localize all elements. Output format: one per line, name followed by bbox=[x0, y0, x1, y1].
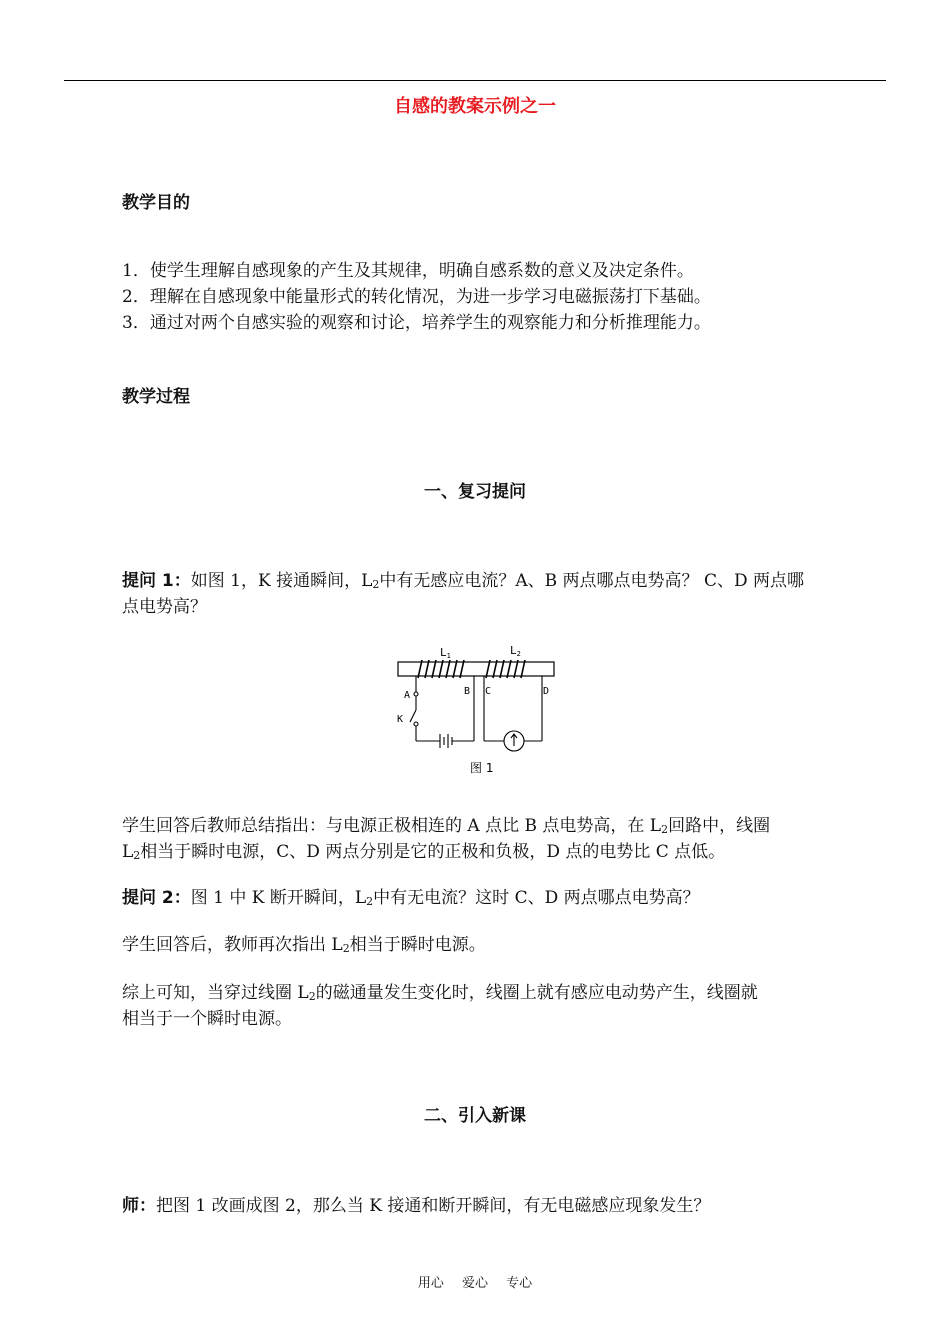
figure-caption: 图 1 bbox=[470, 761, 494, 775]
document-title: 自感的教案示例之一 bbox=[394, 96, 556, 117]
circuit-2-wires bbox=[484, 676, 542, 751]
page-footer: 用心 爱心 专心 bbox=[417, 1276, 533, 1291]
question-text: 中有无感应电流？A、B 两点哪点电势高？ C、D 两点哪 bbox=[379, 571, 804, 591]
figure-1-circuit bbox=[392, 640, 562, 780]
question-text: 如图 1，K 接通瞬间，L bbox=[190, 571, 373, 591]
answer-paragraph-2: 学生回答后，教师再次指出 $L_2$相当于瞬时电源。 bbox=[122, 935, 486, 955]
label-l1: L1 bbox=[440, 646, 451, 660]
question-label: 提问 1： bbox=[122, 571, 191, 591]
section2-title: 二、引入新课 bbox=[424, 1106, 526, 1126]
objective-item: 2．理解在自感现象中能量形式的转化情况，为进一步学习电磁振荡打下基础。 bbox=[122, 287, 711, 307]
label-b: B bbox=[464, 686, 471, 697]
teacher-label: 师： bbox=[122, 1196, 156, 1216]
summary-paragraph-1: 学生回答后教师总结指出：与电源正极相连的 A 点比 B 点电势高，在 $L_2$回路中，线圈 $L_2$相当于瞬时电源，C、D 两点分别是它的正极和负极，D 点的电势比 C 点低。 bbox=[122, 816, 771, 862]
label-c: C bbox=[485, 686, 492, 697]
objective-item: 1．使学生理解自感现象的产生及其规律，明确自感系数的意义及决定条件。 bbox=[122, 261, 694, 281]
label-k: K bbox=[397, 714, 404, 725]
conclusion-paragraph: 综上可知，当穿过线圈 $L_2$的磁通量发生变化时，线圈上就有感应电动势产生，线圈就 相当于一个瞬时电源。 bbox=[122, 983, 758, 1029]
teacher-paragraph: 师：把图 1 改画成图 2，那么当 K 接通和断开瞬间，有无电磁感应现象发生？ bbox=[122, 1196, 711, 1216]
header-rule bbox=[64, 80, 886, 81]
subscript: 2 bbox=[372, 578, 380, 591]
question-text: 点电势高？ bbox=[122, 597, 207, 617]
label-d: D bbox=[543, 686, 550, 697]
label-l2: L2 bbox=[510, 644, 521, 658]
section1-title: 一、复习提问 bbox=[424, 482, 526, 502]
label-a: A bbox=[404, 690, 411, 701]
heading-process: 教学过程 bbox=[122, 387, 190, 407]
question-1 bbox=[122, 568, 834, 620]
question-label: 提问 2： bbox=[122, 888, 191, 908]
heading-objectives: 教学目的 bbox=[122, 193, 190, 213]
objective-item: 3．通过对两个自感实验的观察和讨论，培养学生的观察能力和分析推理能力。 bbox=[122, 313, 711, 333]
question-2: 提问 2：图 1 中 K 断开瞬间，$L_2$中有无电流？这时 C、D 两点哪点电势高？ bbox=[122, 888, 700, 908]
objectives-list bbox=[122, 258, 834, 336]
